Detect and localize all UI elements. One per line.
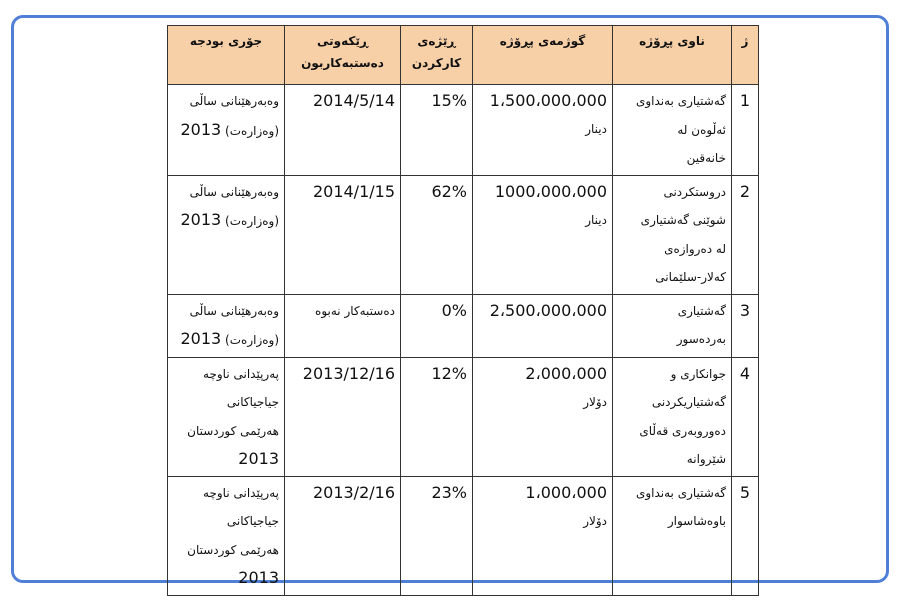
amount-cell [473, 476, 613, 595]
currency-label: دۆلار [583, 394, 607, 409]
project-name-line: باوەشاسوار [667, 514, 726, 528]
amount-value: 1،000،000 [525, 482, 607, 502]
row-index: 3 [732, 294, 759, 357]
header-project-name: ناوی پڕۆژە [613, 26, 732, 85]
project-name-line: ئەڵوەن له [677, 122, 726, 137]
budget-line: پەرپێدانی ناوچە [203, 366, 279, 381]
table-header-row [168, 26, 759, 85]
budget-line: پەرپێدانی ناوچە [203, 485, 279, 500]
percent-cell: 0% [401, 294, 473, 357]
budget-year: 2013 [180, 119, 222, 139]
currency-label: دۆلار [583, 513, 607, 528]
budget-cell [168, 357, 285, 476]
row-index: 5 [732, 476, 759, 595]
project-name-line: بەردەسور [676, 332, 726, 346]
table-row [168, 85, 759, 176]
budget-line: هەرێمی کوردستان [187, 542, 279, 557]
row-index: 2 [732, 175, 759, 294]
budget-year: 2013 [180, 210, 222, 229]
project-name-line: خانەقین [686, 151, 726, 165]
project-name-cell [613, 175, 732, 294]
header-work-percent: ڕێژەی کارکردن [401, 26, 473, 85]
currency-label: دینار [585, 212, 607, 227]
percent-cell: 12% [401, 357, 473, 476]
amount-value: 2،500،000،000 [489, 300, 607, 320]
date-cell: دەستبەکار نەبوە [285, 294, 401, 357]
project-name-line: کەلار-سلێمانی [655, 270, 726, 284]
project-name-line: گەشتیاری بەنداوی [635, 94, 726, 108]
project-name-cell [613, 476, 732, 595]
projects-table [167, 25, 759, 596]
date-cell: 2014/5/14 [285, 85, 401, 176]
currency-label: دینار [585, 122, 607, 136]
header-budget-type: جۆری بودجە [168, 26, 285, 85]
project-name-line: جوانکاری و [670, 366, 726, 381]
budget-ministry: (وەزارەت) [225, 123, 279, 138]
budget-cell [168, 85, 285, 176]
budget-year-line [173, 116, 279, 146]
budget-ministry: (وەزارەت) [225, 333, 279, 347]
project-name-line: دەوروبەری قەڵای [639, 423, 726, 438]
percent-cell: 23% [401, 476, 473, 595]
amount-cell [473, 357, 613, 476]
budget-line: وەبەرهێنانی ساڵی [189, 303, 279, 318]
table-row [168, 357, 759, 476]
project-name-line: گەشتیاریکردنی [651, 395, 726, 409]
project-name-line: گەشتیاری بەنداوی [635, 485, 726, 500]
budget-cell [168, 175, 285, 294]
budget-year: 2013 [238, 449, 279, 468]
percent-cell: 62% [401, 175, 473, 294]
header-start-date: ڕێکەوتی دەستبەکاربون [285, 26, 401, 85]
row-index: 1 [732, 85, 759, 176]
header-index: ژ [732, 26, 759, 85]
budget-year-line [173, 206, 279, 236]
project-name-line: له دەروازەی [664, 241, 726, 256]
amount-value: 1000،000،000 [494, 181, 607, 201]
row-index: 4 [732, 357, 759, 476]
budget-ministry: (وەزارەت) [225, 214, 279, 228]
date-cell: 2013/2/16 [285, 476, 401, 595]
project-name-line: دروستکردنی [663, 184, 726, 199]
project-name-cell [613, 357, 732, 476]
header-project-amount: گوژمەی پڕۆژە [473, 26, 613, 85]
budget-line: وەبەرهێنانی ساڵی [189, 184, 279, 199]
budget-line: جیاجیاکانی [226, 395, 279, 409]
project-name-line: شێروانە [686, 452, 726, 466]
budget-cell [168, 294, 285, 357]
table-row [168, 294, 759, 357]
amount-cell [473, 175, 613, 294]
amount-value: 1،500،000،000 [489, 91, 607, 110]
amount-value: 2،000،000 [525, 363, 607, 383]
budget-cell [168, 476, 285, 595]
project-name-line: گەشتیاری [677, 303, 726, 318]
amount-cell [473, 85, 613, 176]
table-row [168, 476, 759, 595]
date-cell: 2013/12/16 [285, 357, 401, 476]
budget-line: جیاجیاکانی [226, 514, 279, 528]
table-row [168, 175, 759, 294]
percent-cell: 15% [401, 85, 473, 176]
project-name-line: شوێنی گەشتیاری [640, 213, 726, 227]
budget-year-line [173, 325, 279, 355]
budget-line: وەبەرهێنانی ساڵی [189, 94, 279, 108]
amount-cell [473, 294, 613, 357]
budget-year: 2013 [180, 329, 222, 348]
project-name-cell [613, 294, 732, 357]
date-cell: 2014/1/15 [285, 175, 401, 294]
budget-year: 2013 [238, 568, 279, 587]
project-name-cell [613, 85, 732, 176]
budget-line: هەرێمی کوردستان [187, 423, 279, 438]
